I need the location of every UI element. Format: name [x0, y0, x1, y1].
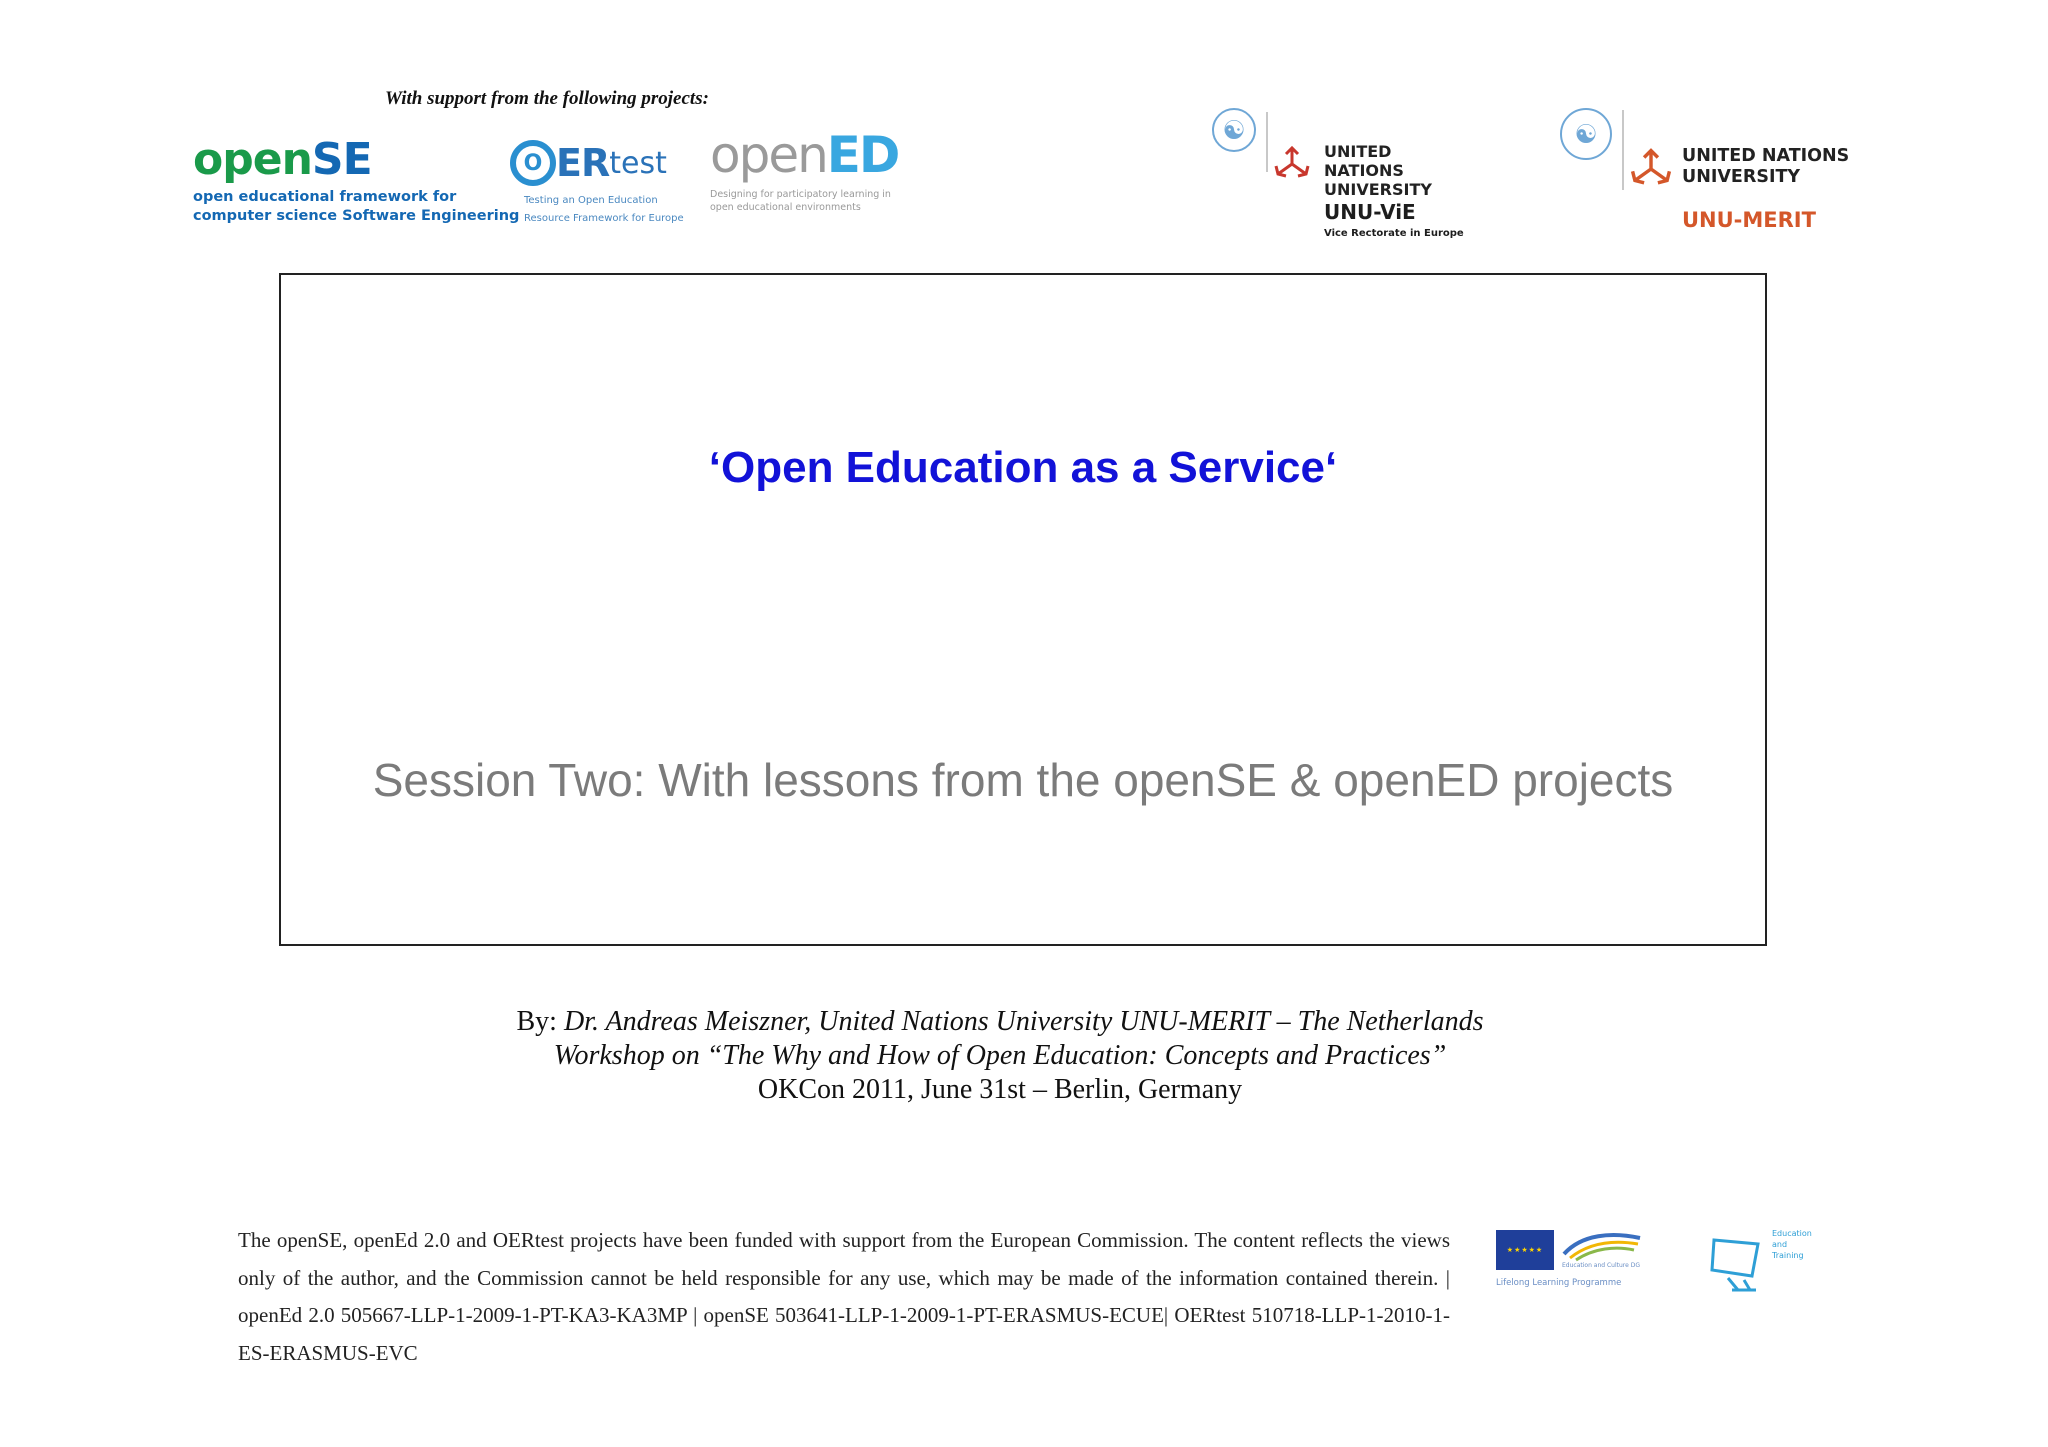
- byline-event: OKCon 2011, June 31st – Berlin, Germany: [757, 1074, 1243, 1105]
- oertest-ring-icon: O: [510, 140, 556, 186]
- opense-tagline-line1: open educational framework for: [193, 189, 457, 205]
- unu-merit-line1: UNITED NATIONS: [1682, 146, 1850, 166]
- unu-vie-line2: UNIVERSITY: [1324, 180, 1432, 199]
- eu-llp-label: Lifelong Learning Programme: [1496, 1278, 1622, 1288]
- un-emblem-icon: ☯: [1212, 108, 1256, 152]
- unu-merit-logo: [1560, 108, 1860, 240]
- unu-vie-name-block: [1324, 142, 1472, 199]
- eu-stars-icon: ★★★★★: [1506, 1247, 1544, 1254]
- opened-tagline: [710, 188, 898, 214]
- unu-vie-line1: UNITED NATIONS: [1324, 142, 1404, 180]
- oertest-word-er: ER: [556, 141, 610, 185]
- opense-logo: [193, 134, 520, 226]
- opened-logo: [710, 126, 899, 214]
- swoosh-icon: [1562, 1228, 1642, 1262]
- unu-vie-title: UNU-ViE: [1324, 200, 1416, 224]
- unu-merit-line2: UNIVERSITY: [1682, 167, 1801, 187]
- et-line2: and: [1772, 1240, 1788, 1249]
- unu-logo-icon: [1272, 144, 1312, 184]
- opense-word-se: SE: [311, 134, 372, 185]
- unu-merit-title: UNU-MERIT: [1682, 208, 1816, 232]
- oertest-tagline: [524, 192, 684, 228]
- opense-tagline: [193, 188, 519, 226]
- opense-tagline-line2: computer science Software Engineering: [193, 208, 520, 224]
- eu-dg-label: Education and Culture DG: [1562, 1262, 1640, 1269]
- support-heading: With support from the following projects:: [385, 88, 709, 109]
- slide-subtitle: Session Two: With lessons from the openSE & openED projects: [372, 754, 1674, 806]
- byline-author-line: [0, 1005, 2000, 1039]
- opened-tagline-line1: Designing for participatory learning in: [710, 189, 891, 200]
- education-training-label: [1772, 1228, 1812, 1261]
- byline: [0, 1005, 2000, 1107]
- education-training-logo: [1708, 1228, 1828, 1300]
- oertest-tagline-line1: Testing an Open Education: [524, 195, 658, 206]
- unu-logo-icon: [1628, 146, 1674, 192]
- funding-disclaimer: The openSE, openEd 2.0 and OERtest projects have been funded with support from the European Commission. The content reflects the views only of the author, and the Commission cannot be held responsible for any use, which may be made of the information contained therein. | openEd 2.0 505667-LLP-1-2009-1-PT-KA3-KA3MP | openSE 503641-LLP-1-2009-1-PT-ERASMUS-ECUE| OERtest 510718-LLP-1-2010-1-ES-ERASMUS-EVC: [238, 1228, 1450, 1365]
- opened-tagline-line2: open educational environments: [710, 202, 861, 213]
- title-frame: [279, 273, 1767, 946]
- opense-wordmark: [193, 134, 519, 185]
- et-line3: Training: [1772, 1251, 1804, 1260]
- unu-vie-logo: [1212, 108, 1472, 240]
- byline-by-label: By:: [516, 1006, 564, 1037]
- byline-workshop: Workshop on “The Why and How of Open Education: Concepts and Practices”: [553, 1040, 1447, 1071]
- opense-word-open: open: [193, 134, 312, 185]
- eu-llp-logo: [1496, 1226, 1656, 1296]
- opened-word-open: open: [710, 126, 827, 184]
- un-emblem-icon: ☯: [1560, 108, 1612, 160]
- unu-merit-name-block: [1682, 146, 1849, 188]
- unu-vie-subtitle: Vice Rectorate in Europe: [1324, 228, 1464, 239]
- opened-word-ed: ED: [826, 126, 899, 184]
- et-line1: Education: [1772, 1229, 1812, 1238]
- oertest-logo: [510, 140, 684, 228]
- oertest-word-test: test: [609, 145, 667, 181]
- oertest-tagline-line2: Resource Framework for Europe: [524, 213, 684, 224]
- byline-author: Dr. Andreas Meiszner, United Nations University UNU-MERIT – The Netherlands: [563, 1006, 1484, 1037]
- opened-wordmark: [710, 126, 899, 184]
- slide-title: ‘Open Education as a Service‘: [708, 443, 1338, 492]
- computer-icon: [1708, 1234, 1770, 1294]
